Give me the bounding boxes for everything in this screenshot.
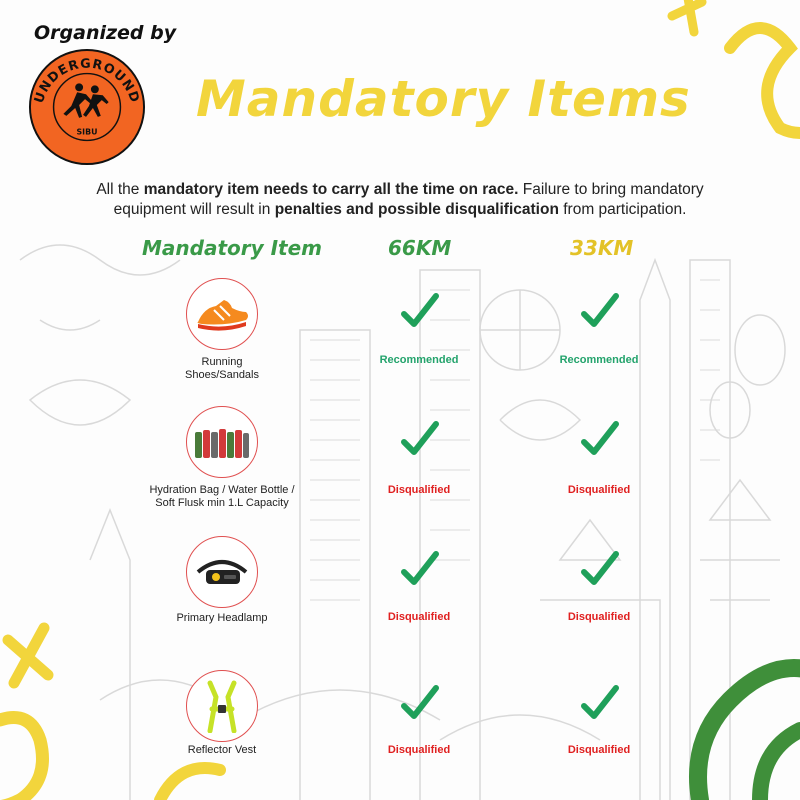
check-icon <box>400 420 440 460</box>
organized-by-label: Organized by <box>34 22 177 44</box>
column-header-66km: 66KM <box>388 236 452 260</box>
status-66km: Disqualified <box>387 611 451 623</box>
item-row-hydration <box>0 406 800 534</box>
status-33km: Recommended <box>559 354 639 366</box>
item-label: Running Shoes/Sandals <box>185 356 259 381</box>
underground-runners-logo <box>28 48 146 166</box>
check-icon <box>400 684 440 724</box>
status-66km: Disqualified <box>387 484 451 496</box>
svg-text:UNDERGROUND: UNDERGROUND <box>31 56 143 106</box>
item-row-headlamp <box>0 536 800 664</box>
running-shoe-icon <box>186 278 258 350</box>
status-33km: Disqualified <box>567 484 631 496</box>
water-bottles-icon <box>186 406 258 478</box>
status-66km: Disqualified <box>387 744 451 756</box>
status-33km: Disqualified <box>567 611 631 623</box>
column-header-33km: 33KM <box>570 236 634 260</box>
status-66km: Recommended <box>379 354 459 366</box>
item-row-running-shoes <box>0 278 800 406</box>
column-header-item: Mandatory Item <box>142 236 323 260</box>
check-icon <box>400 292 440 332</box>
svg-text:SIBU: SIBU <box>76 127 98 137</box>
status-33km: Disqualified <box>567 744 631 756</box>
check-icon <box>580 550 620 590</box>
check-icon <box>580 292 620 332</box>
headlamp-icon <box>186 536 258 608</box>
item-row-reflector-vest <box>0 670 800 798</box>
intro-text: All the mandatory item needs to carry all the time on race. Failure to bring mandatory equipment will result in penalties and possible disqualification from participation. <box>96 181 704 218</box>
reflector-vest-icon <box>186 670 258 742</box>
item-label: Reflector Vest <box>187 744 257 756</box>
check-icon <box>580 420 620 460</box>
check-icon <box>400 550 440 590</box>
item-label: Hydration Bag / Water Bottle / Soft Flusk min 1.L Capacity <box>149 484 295 509</box>
page-title: Mandatory Items <box>196 70 691 128</box>
check-icon <box>580 684 620 724</box>
item-label: Primary Headlamp <box>176 612 268 624</box>
